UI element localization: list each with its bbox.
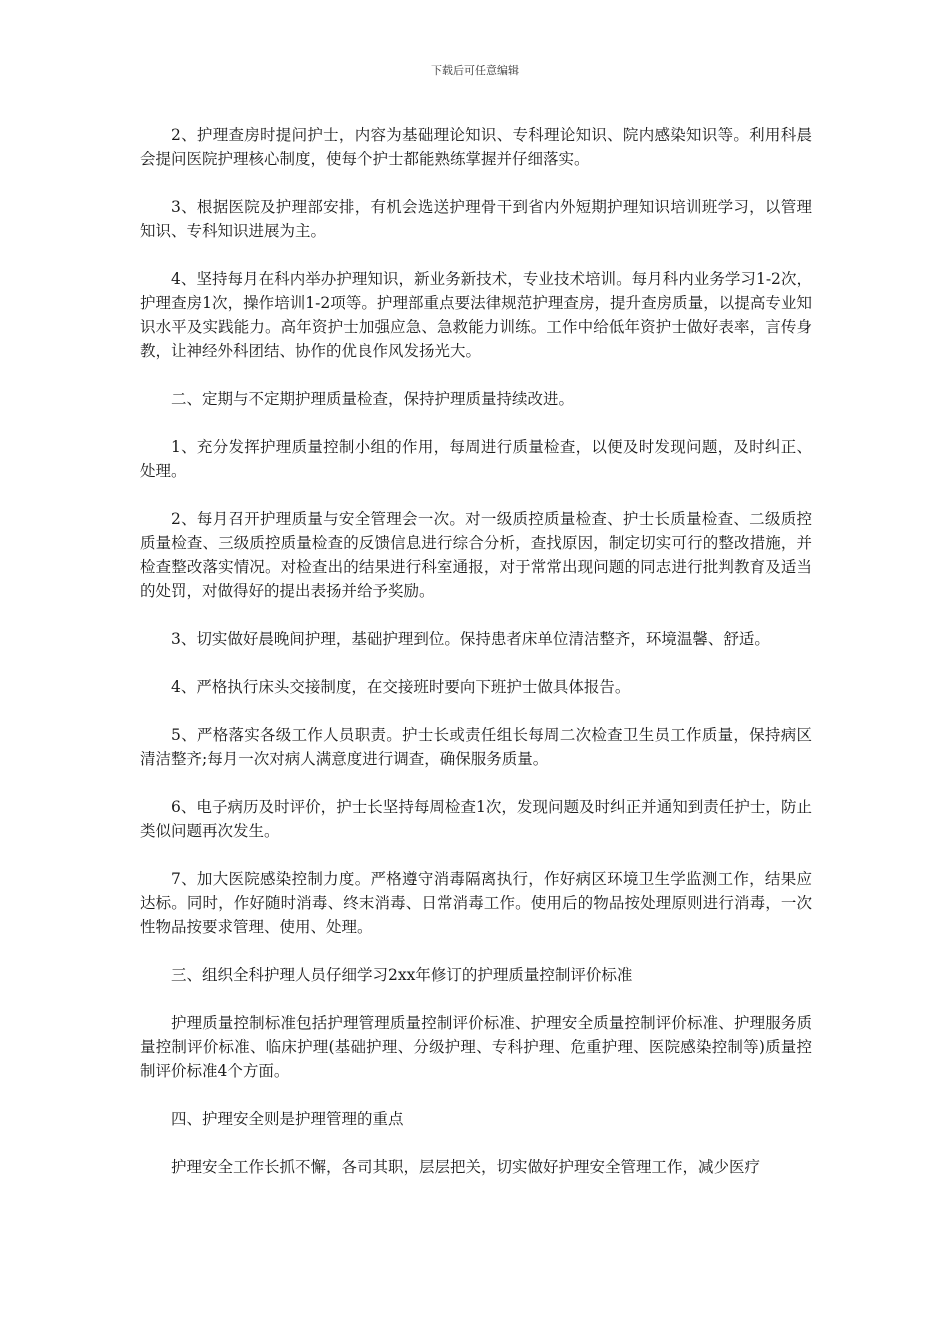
paragraph: 2、每月召开护理质量与安全管理会一次。对一级质控质量检查、护士长质量检查、二级质控质量检查、三级质控质量检查的反馈信息进行综合分析，查找原因，制定切实可行的整改措施，并检查整改落实情况。对检查出的结果进行科室通报，对于常常出现问题的同志进行批判教育及适当的处罚，对做得好的提出表扬并给予奖励。	[140, 510, 812, 600]
section-heading: 四、护理安全则是护理管理的重点	[171, 1110, 404, 1128]
paragraph: 5、严格落实各级工作人员职责。护士长或责任组长每周二次检查卫生员工作质量，保持病区清洁整齐;每月一次对病人满意度进行调查，确保服务质量。	[140, 726, 812, 768]
paragraph: 7、加大医院感染控制力度。严格遵守消毒隔离执行，作好病区环境卫生学监测工作，结果应达标。同时，作好随时消毒、终末消毒、日常消毒工作。使用后的物品按处理原则进行消毒，一次性物品按要求管理、使用、处理。	[140, 870, 812, 936]
paragraph: 4、严格执行床头交接制度，在交接班时要向下班护士做具体报告。	[171, 678, 631, 696]
document-body	[140, 123, 812, 1203]
section-heading: 三、组织全科护理人员仔细学习2xx年修订的护理质量控制评价标准	[171, 966, 633, 984]
paragraph: 3、切实做好晨晚间护理，基础护理到位。保持患者床单位清洁整齐，环境温馨、舒适。	[171, 630, 770, 648]
paragraph: 2、护理查房时提问护士，内容为基础理论知识、专科理论知识、院内感染知识等。利用科晨会提问医院护理核心制度，使每个护士都能熟练掌握并仔细落实。	[140, 126, 812, 168]
paragraph: 4、坚持每月在科内举办护理知识，新业务新技术，专业技术培训。每月科内业务学习1-2次，护理查房1次，操作培训1-2项等。护理部重点要法律规范护理查房，提升查房质量，以提高专业知识水平及实践能力。高年资护士加强应急、急救能力训练。工作中给低年资护士做好表率，言传身教，让神经外科团结、协作的优良作风发扬光大。	[140, 270, 812, 360]
paragraph: 护理安全工作长抓不懈，各司其职，层层把关，切实做好护理安全管理工作，减少医疗	[171, 1158, 761, 1176]
paragraph: 护理质量控制标准包括护理管理质量控制评价标准、护理安全质量控制评价标准、护理服务质量控制评价标准、临床护理(基础护理、分级护理、专科护理、危重护理、医院感染控制等)质量控制评价标准4个方面。	[140, 1014, 812, 1080]
page-header: 下载后可任意编辑	[431, 64, 519, 77]
paragraph: 1、充分发挥护理质量控制小组的作用，每周进行质量检查，以便及时发现问题，及时纠正、处理。	[140, 438, 812, 480]
section-heading: 二、定期与不定期护理质量检查，保持护理质量持续改进。	[171, 390, 575, 408]
paragraph: 6、电子病历及时评价，护士长坚持每周检查1次，发现问题及时纠正并通知到责任护士，防止类似问题再次发生。	[140, 798, 812, 840]
paragraph: 3、根据医院及护理部安排，有机会选送护理骨干到省内外短期护理知识培训班学习，以管理知识、专科知识进展为主。	[140, 198, 812, 240]
